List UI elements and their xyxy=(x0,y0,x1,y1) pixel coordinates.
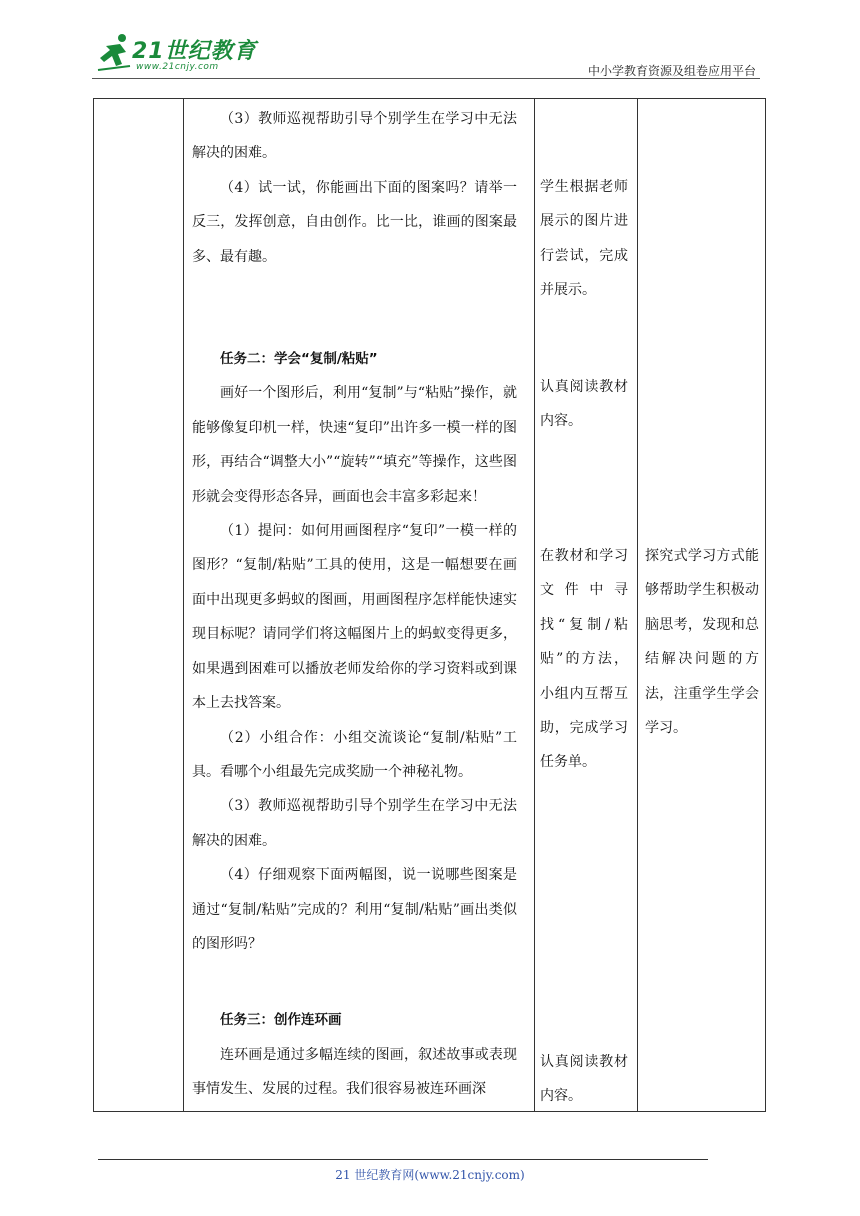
logo-text: 21世纪教育 xyxy=(132,39,257,64)
student-cell: 在教材和学习文件中寻找“复制/粘贴”的方法，小组内互帮互助，完成学习任务单。 xyxy=(540,548,628,771)
logo-url: www.21cnjy.com xyxy=(136,62,219,72)
lesson-table xyxy=(93,98,766,1112)
paragraph: （4）试一试，你能画出下面的图案吗？请举一反三，发挥创意，自由创作。比一比，谁画的图案最多、最有趣。 xyxy=(192,179,517,265)
paragraph: 连环画是通过多幅连续的图画，叙述故事或表现事情发生、发展的过程。我们很容易被连环画深 xyxy=(192,1046,517,1098)
paragraph: （2）小组合作：小组交流谈论“复制/粘贴”工具。看哪个小组最先完成奖励一个神秘礼物。 xyxy=(192,729,517,780)
paragraph: （3）教师巡视帮助引导个别学生在学习中无法解决的困难。 xyxy=(192,798,517,849)
runner-logo-icon xyxy=(96,32,136,72)
task-heading: 任务三：创作连环画 xyxy=(220,1012,342,1029)
teacher-activity-column xyxy=(184,99,525,1107)
student-cell: 认真阅读教材内容。 xyxy=(540,1054,628,1105)
paragraph: 画好一个图形后，利用“复制”与“粘贴”操作，就能够像复印机一样，快速“复印”出许多一模一样的图形，再结合“调整大小”“旋转”“填充”等操作，这些图形就会变得形态各异，画面也会丰富多彩起来！ xyxy=(192,385,517,505)
logo xyxy=(92,28,262,78)
student-cell: 学生根据老师展示的图片进行尝试，完成并展示。 xyxy=(540,179,628,299)
header-divider xyxy=(92,78,760,79)
footer-divider xyxy=(98,1159,708,1160)
page-header xyxy=(92,28,760,80)
platform-title: 中小学教育资源及组卷应用平台 xyxy=(587,64,756,78)
task-heading: 任务二：学会“复制/粘贴” xyxy=(220,351,378,368)
paragraph: （1）提问：如何用画图程序“复印”一模一样的图形？“复制/粘贴”工具的使用，这是一幅想要在画面中出现更多蚂蚁的图画，用画图程序怎样能快速实现目标呢？请同学们将这幅图片上的蚂蚁变得更多，如果遇到困难可以播放老师发给你的学习资料或到课本上去找答案。 xyxy=(192,523,517,712)
page-footer: 21 世纪教育网(www.21cnjy.com) xyxy=(335,1168,525,1182)
intent-cell: 探究式学习方式能够帮助学生积极动脑思考，发现和总结解决问题的方法，注重学生学会学习。 xyxy=(645,548,759,737)
paragraph: （3）教师巡视帮助引导个别学生在学习中无法解决的困难。 xyxy=(192,111,517,162)
student-cell: 认真阅读教材内容。 xyxy=(540,379,628,430)
paragraph: （4）仔细观察下面两幅图，说一说哪些图案是通过“复制/粘贴”完成的？利用“复制/粘贴”画出类似的图形吗？ xyxy=(192,867,517,952)
